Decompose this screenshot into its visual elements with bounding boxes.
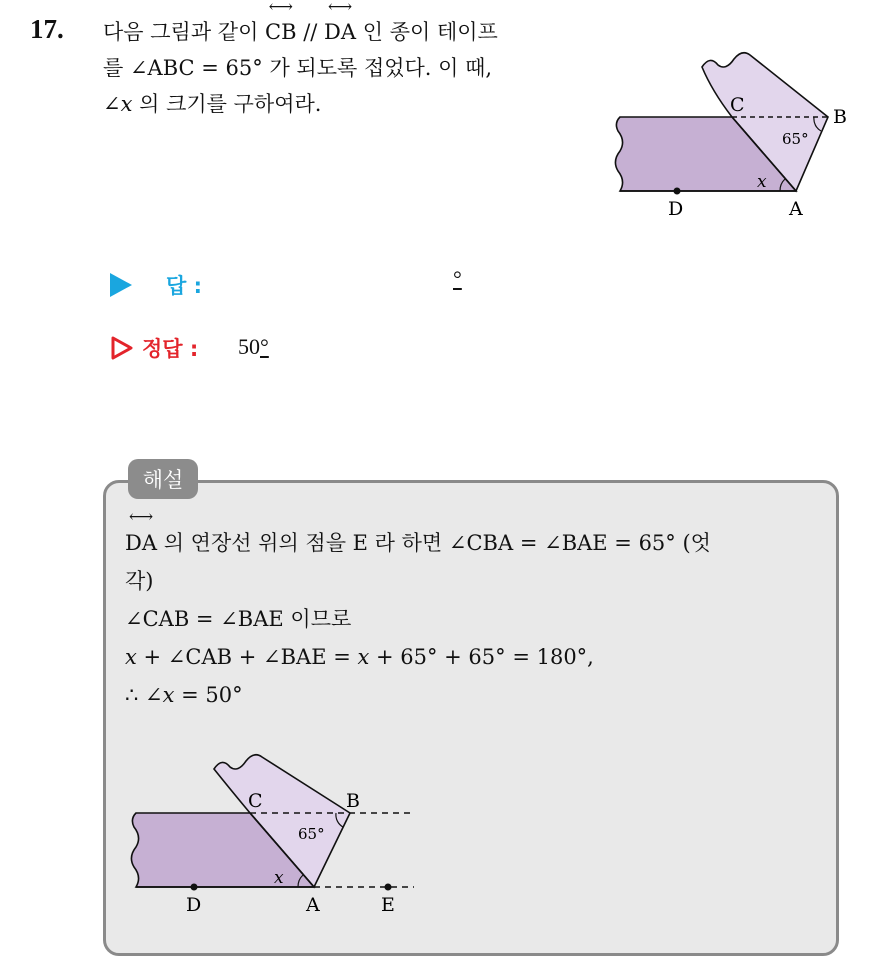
play-outline-icon [110,335,134,361]
line-da: ⟷ DA [324,14,356,50]
solution-diagram [118,715,428,920]
solution-line-1: ⟷ DA 의 연장선 위의 점을 E 라 하면 ∠CBA = ∠BAE = 65° (엇 [125,524,825,562]
line-cb: ⟷ CB [265,14,297,50]
correct-answer-row [110,333,198,363]
play-icon [110,273,132,297]
correct-answer-value: 50° [238,334,269,359]
label-d: D [668,198,684,220]
label-c: C [730,94,745,116]
label-a-2: A [306,894,320,916]
solution-line-3: ∠CAB = ∠BAE 이므로 [125,607,352,631]
label-65-2: 65° [298,825,325,843]
label-c-2: C [248,790,263,812]
label-d-2: D [186,894,202,916]
solution-tag: 해설 [128,459,198,499]
answer-blank-unit[interactable]: ° [453,266,462,291]
solution-line-4: x + ∠CAB + ∠BAE = x + 65° + 65° = 180°, [125,645,594,669]
question-number: 17. [30,14,64,44]
question-line-3: ∠x 의 크기를 구하여라. [103,92,322,116]
solution-line-5: ∴ ∠x = 50° [125,683,243,707]
label-e-2: E [381,894,395,916]
solution-text [125,524,825,714]
label-x-2: x [274,868,284,888]
correct-answer-label: 정답 : [142,337,199,361]
label-a: A [789,198,803,220]
label-x: x [757,172,767,192]
question-line-2: 를 ∠ABC = 65° 가 되도록 접었다. 이 때, [103,56,493,80]
question-text [103,14,593,122]
answer-label: 답 : [166,274,202,298]
label-b-2: B [346,790,360,812]
solution-line-2: 각) [125,569,154,593]
tape-diagram [600,5,860,230]
label-65: 65° [782,130,809,148]
question-line-1: 다음 그림과 같이 ⟷ CB // ⟷ DA 인 종이 테이프 [103,14,593,50]
label-b: B [833,106,847,128]
answer-row [110,270,202,300]
